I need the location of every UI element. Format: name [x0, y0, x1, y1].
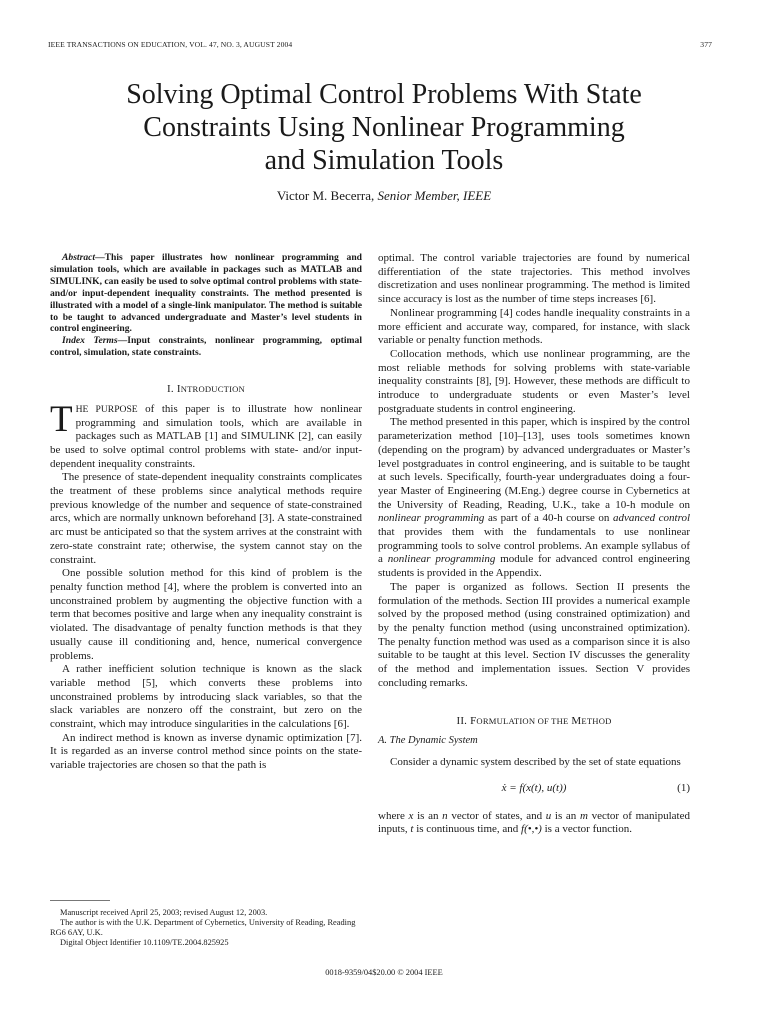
drop-cap: T: [50, 398, 73, 440]
index-terms: [50, 335, 362, 359]
abstract: [50, 252, 362, 335]
intro-paragraph-4: A rather inefficient solution technique is known as the slack variable method [5], which converts these problems into unconstrained problems by introducing slack variables, so that the slack variables are nonzero off the constraint, but zero on the constraint, which may introduce singularities in the calculations [6].: [50, 663, 362, 731]
abstract-label: Abstract: [62, 252, 96, 263]
title-line-2: Constraints Using Nonlinear Programming: [143, 112, 625, 143]
intro-paragraph-1: THE PURPOSE of this paper is to illustrate how nonlinear programming and simulation tools, which are available in packages such as MATLAB [1] and SIMULINK [2], can easily be used to solve optimal control problems with state- and/or input-dependent inequality constraints.: [50, 398, 362, 470]
equation-number: (1): [677, 781, 690, 794]
footnote-doi: Digital Object Identifier 10.1109/TE.2004.825925: [60, 938, 229, 947]
lead-in: HE PURPOSE: [75, 403, 138, 415]
right-column: [378, 252, 690, 837]
author-name: Victor M. Becerra,: [276, 188, 375, 203]
left-column: [50, 252, 362, 773]
author-affiliation: Senior Member, IEEE: [377, 188, 492, 203]
section-heading-introduction: I. INTRODUCTION: [167, 383, 245, 396]
journal-header: IEEE TRANSACTIONS ON EDUCATION, VOL. 47, NO. 3, AUGUST 2004: [48, 40, 293, 49]
intro-paragraph-2: The presence of state-dependent inequality constraints complicates the treatment of these problems since analytical methods require previous knowledge of the number and sequence of state-constrained arcs, which are normally unknown beforehand [3]. A state-constrained arc must be anticipated so that the system arrives at the constraint with zero-state constraint rate; otherwise, the system cannot stay on the constraint.: [50, 471, 362, 566]
title-line-1: Solving Optimal Control Problems With State: [126, 79, 642, 110]
index-terms-text: —Input constraints, nonlinear programming, optimal control, simulation, state constraints.: [50, 335, 362, 359]
intro-paragraph-9: The method presented in this paper, which is inspired by the control parameterization method [10]–[13], uses tools sometimes known (depending on the program) by advanced undergraduates or Master’s level postgraduates in control engineering, and is suitable to be taught at such levels. Specifically, fourth-year undergraduates doing a four-year Master of Engineering (M.Eng.) degree course in Cybernetics at the University of Reading, Reading, U.K., take a 10-h module on nonlinear programming as part of a 40-h course on advanced control that provides them with the fundamentals to use nonlinear programming tools to solve control problems. An example syllabus of a nonlinear programming module for advanced control engineering students is provided in the Appendix.: [378, 416, 691, 580]
paper-title: [60, 78, 708, 177]
footnote-rule: [50, 900, 110, 901]
copyright-footer: 0018-9359/04$20.00 © 2004 IEEE: [325, 968, 443, 977]
subsection-heading-dynamic-system: A. The Dynamic System: [378, 735, 478, 747]
intro-paragraph-8: Collocation methods, which use nonlinear programming, are the most reliable methods for solving problems with state-variable inequality constraints [8], [9]. However, these methods are difficult to introduce to undergraduate students or even Master’s level postgraduate students in control engineering.: [378, 347, 690, 415]
intro-paragraph-7: Nonlinear programming [4] codes handle inequality constraints in a more efficient and accurate way, compared, for instance, with slack variable or penalty function methods.: [378, 306, 690, 347]
intro-paragraph-5: An indirect method is known as inverse dynamic optimization [7]. It is regarded as an inverse control method since points on the state-variable trajectories are chosen so that the path is: [50, 731, 362, 772]
equation-expression: ẋ = f(x(t), u(t)): [501, 781, 567, 794]
author-line: [0, 188, 768, 204]
intro-paragraph-6: optimal. The control variable trajectories are found by numerical differentiation of the state trajectories. This method involves discretization and uses nonlinear programming. The method is limited since accuracy is lost as the number of time steps increases [6].: [378, 252, 690, 306]
abstract-text: —This paper illustrates how nonlinear programming and simulation tools, which are available in packages such as MATLAB and SIMULINK, can easily be used to solve optimal control problems with state- and/or input-dependent inequality constraints. The method presented is illustrated with a model of a single-link manipulator. The method is suitable to be taught to advanced undergraduate and Master’s level students in control engineering.: [50, 252, 362, 335]
intro-paragraph-10: The paper is organized as follows. Section II presents the formulation of the methods. Section III provides a numerical example solved by the proposed method (using constrained optimization) and by the penalty function method (using unconstrained optimization). The penalty function method was used as a comparison since it is also suitable to be taught at this level. Section IV discusses the generality of the method and implementation issues. Section V provides concluding remarks.: [378, 580, 690, 689]
section-heading-formulation: II. FORMULATION OF THE METHOD: [456, 714, 612, 727]
footnote-manuscript: Manuscript received April 25, 2003; revised August 12, 2003.: [60, 908, 268, 917]
state-definition-paragraph: where x is an n vector of states, and u is an m vector of manipulated inputs, t is continuous time, and f(•,•) is a vector function.: [378, 809, 690, 836]
equation-1: [378, 782, 690, 800]
intro-paragraph-3: One possible solution method for this kind of problem is the penalty function method [4], where the problem is converted into an unconstrained problem by augmenting the objective function with a term that becomes positive and large when any inequality constraint is violated. The disadvantage of penalty function methods is that they usually cause ill conditioning and, hence, numerical convergence problems.: [50, 567, 362, 662]
dynamic-system-paragraph: Consider a dynamic system described by the set of state equations: [390, 755, 681, 768]
index-terms-label: Index Terms: [62, 335, 118, 347]
footnotes: [50, 908, 362, 948]
title-line-3: and Simulation Tools: [264, 145, 504, 176]
footnote-affiliation: The author is with the U.K. Department of Cybernetics, University of Reading, Reading RG6 6AY, U.K.: [50, 918, 356, 937]
page-number: 377: [700, 40, 712, 49]
